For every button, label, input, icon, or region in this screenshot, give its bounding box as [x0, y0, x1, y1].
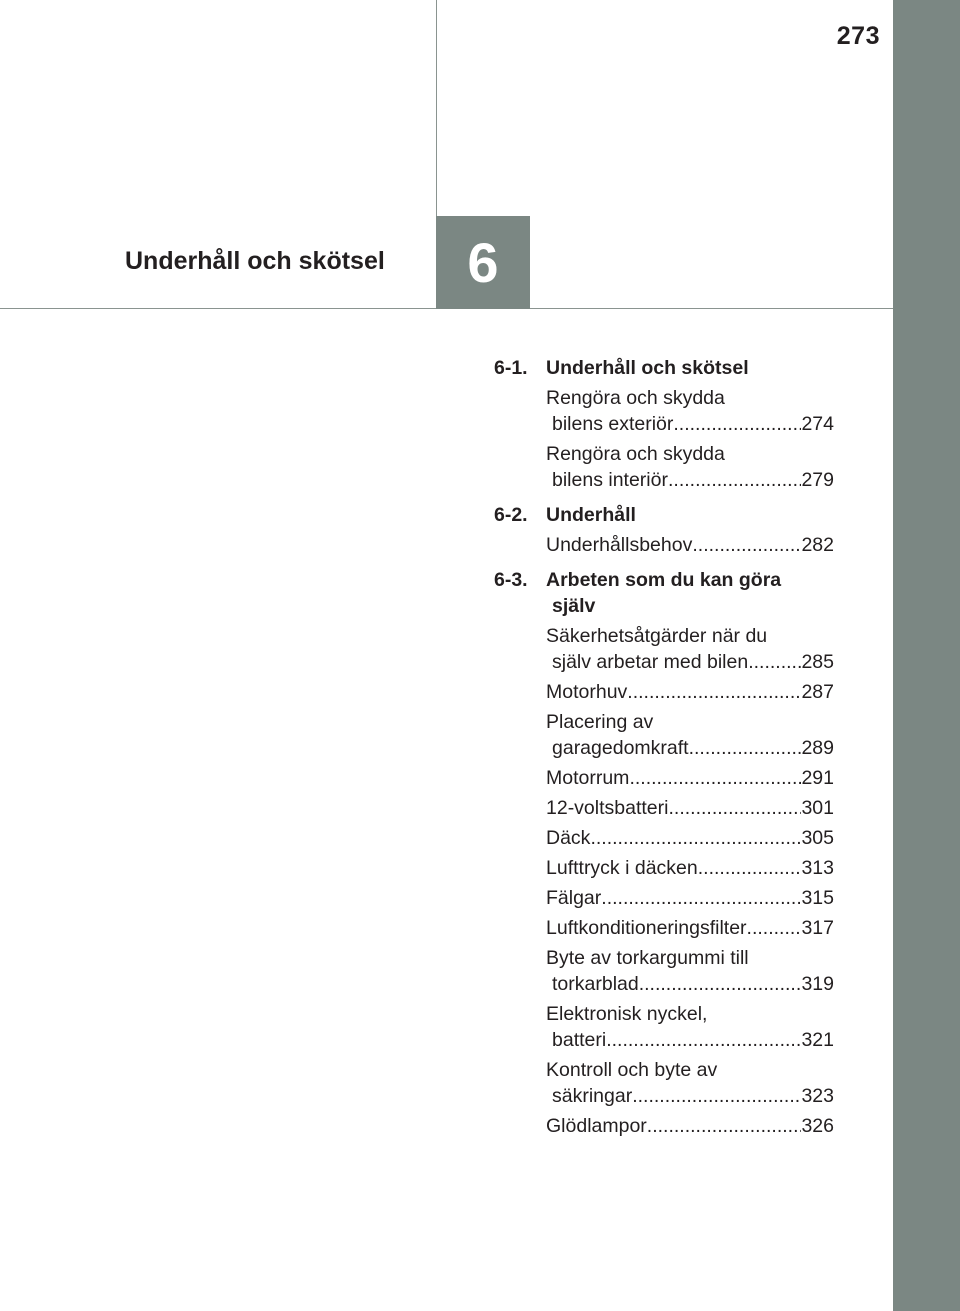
- entry-title: Byte av torkargummi till: [546, 947, 749, 969]
- dot-leader: [632, 1083, 801, 1109]
- entry-title-cont: säkringar: [552, 1085, 633, 1107]
- dot-leader: [647, 1113, 802, 1139]
- dot-leader: [601, 885, 801, 911]
- table-of-contents: [494, 355, 834, 1143]
- entry-title: Kontroll och byte av: [546, 1059, 718, 1081]
- toc-entry-battery[interactable]: [546, 795, 834, 821]
- chapter-number-box: [436, 216, 530, 309]
- entry-title: Säkerhetsåtgärder när du: [546, 625, 768, 647]
- entry-title-cont: bilens exteriör: [552, 413, 674, 435]
- entry-title-cont: själv arbetar med bilen: [552, 651, 749, 673]
- toc-entry-safety[interactable]: [546, 623, 834, 675]
- entry-page: 289: [801, 737, 834, 759]
- entry-title: 12-voltsbatteri: [546, 797, 669, 819]
- entry-page: 326: [801, 1115, 834, 1137]
- section-title: Underhåll och skötsel: [546, 357, 749, 379]
- chapter-number: 6: [467, 231, 499, 294]
- entry-page: 282: [801, 534, 834, 556]
- toc-entry-maintenance-needs[interactable]: [546, 532, 834, 558]
- dot-leader: [673, 411, 801, 437]
- toc-entry-wheels[interactable]: [546, 885, 834, 911]
- entry-title: Däck: [546, 827, 591, 849]
- entry-page: 323: [801, 1085, 834, 1107]
- entry-page: 301: [801, 797, 834, 819]
- toc-entry-exterior[interactable]: [546, 385, 834, 437]
- section-number: 6-1.: [494, 357, 528, 379]
- dot-leader: [627, 679, 801, 705]
- section-number: 6-3.: [494, 569, 528, 591]
- toc-section-6-3[interactable]: [494, 567, 834, 619]
- toc-section-6-2[interactable]: [494, 502, 834, 528]
- entry-title-cont: bilens interiör: [552, 469, 668, 491]
- toc-entry-ac-filter[interactable]: [546, 915, 834, 941]
- entry-page: 305: [801, 827, 834, 849]
- dot-leader: [668, 795, 801, 821]
- dot-leader: [748, 649, 801, 675]
- entry-title: Placering av: [546, 711, 654, 733]
- header-divider-vertical: [436, 0, 437, 216]
- section-title: Underhåll: [546, 504, 636, 526]
- dot-leader: [689, 735, 802, 761]
- toc-entry-fuses[interactable]: [546, 1057, 834, 1109]
- page-number: 273: [836, 22, 880, 50]
- chapter-title: Underhåll och skötsel: [125, 247, 385, 275]
- toc-entry-bulbs[interactable]: [546, 1113, 834, 1139]
- entry-title: Rengöra och skydda: [546, 443, 725, 465]
- dot-leader: [639, 971, 802, 997]
- toc-entry-tires[interactable]: [546, 825, 834, 851]
- entry-title-cont: batteri: [552, 1029, 607, 1051]
- dot-leader: [747, 915, 802, 941]
- dot-leader: [668, 467, 801, 493]
- entry-title: Glödlampor: [546, 1115, 647, 1137]
- entry-page: 291: [801, 767, 834, 789]
- toc-entry-key-battery[interactable]: [546, 1001, 834, 1053]
- entry-page: 279: [801, 469, 834, 491]
- entry-title: Underhållsbehov: [546, 534, 693, 556]
- section-title-line2: själv: [552, 595, 596, 617]
- toc-entry-engine-room[interactable]: [546, 765, 834, 791]
- toc-entry-tire-pressure[interactable]: [546, 855, 834, 881]
- entry-title: Motorrum: [546, 767, 630, 789]
- toc-entry-jack[interactable]: [546, 709, 834, 761]
- toc-entry-wiper[interactable]: [546, 945, 834, 997]
- section-number: 6-2.: [494, 504, 528, 526]
- entry-page: 315: [801, 887, 834, 909]
- entry-title: Rengöra och skydda: [546, 387, 725, 409]
- toc-entry-hood[interactable]: [546, 679, 834, 705]
- entry-page: 285: [801, 651, 834, 673]
- section-title-line1: Arbeten som du kan göra: [546, 569, 782, 591]
- entry-title: Elektronisk nyckel,: [546, 1003, 708, 1025]
- entry-page: 319: [801, 973, 834, 995]
- dot-leader: [698, 855, 802, 881]
- toc-section-6-1[interactable]: [494, 355, 834, 381]
- entry-title: Motorhuv: [546, 681, 628, 703]
- entry-page: 321: [801, 1029, 834, 1051]
- toc-entry-interior[interactable]: [546, 441, 834, 493]
- entry-page: 287: [801, 681, 834, 703]
- section-title: [546, 567, 834, 619]
- chapter-side-tab: [893, 0, 960, 1311]
- entry-title: Luftkonditioneringsfilter: [546, 917, 747, 939]
- dot-leader: [692, 532, 801, 558]
- entry-page: 274: [801, 413, 834, 435]
- dot-leader: [629, 765, 801, 791]
- entry-title-cont: torkarblad: [552, 973, 639, 995]
- entry-title: Fälgar: [546, 887, 602, 909]
- dot-leader: [590, 825, 801, 851]
- entry-title: Lufttryck i däcken: [546, 857, 698, 879]
- entry-page: 317: [801, 917, 834, 939]
- dot-leader: [606, 1027, 801, 1053]
- entry-title-cont: garagedomkraft: [552, 737, 689, 759]
- entry-page: 313: [801, 857, 834, 879]
